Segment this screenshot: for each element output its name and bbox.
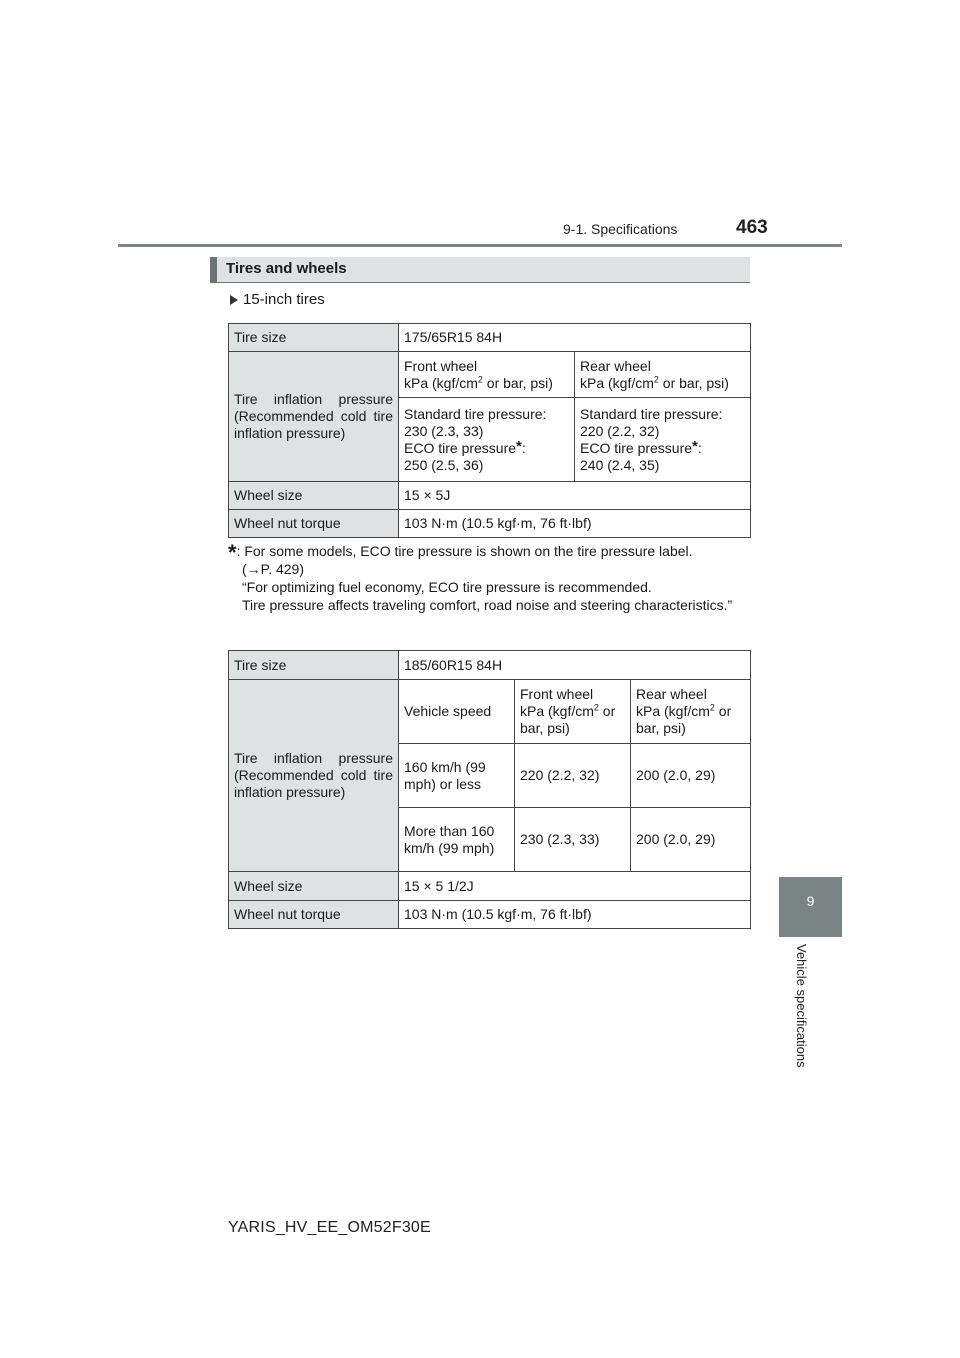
standard-pressure-label: Standard tire pressure: [404,405,547,422]
wheel-size-label: Wheel size [229,872,399,901]
wheel-size-value: 15 × 5J [399,482,751,510]
tire-spec-table-185 [228,650,751,929]
footnote-line: Tire pressure affects traveling comfort, road noise and steering characteristics.” [242,597,733,613]
speed-cell: More than 160 km/h (99 mph) [399,808,515,872]
eco-pressure-value: 250 (2.5, 36) [404,456,484,473]
eco-pressure-label: ECO tire pressure [404,439,517,456]
table-row [229,872,751,901]
front-pressure-cell: 220 (2.2, 32) [515,744,631,808]
rear-wheel-header [631,680,751,744]
front-wheel-header [515,680,631,744]
tire-size-label: Tire size [229,324,399,352]
rear-wheel-header [575,352,751,398]
front-wheel-unit: kPa (kgf/cm [520,703,594,719]
eco-pressure-value: 240 (2.4, 35) [580,456,660,473]
rear-wheel-unit-rest: or bar, psi) [636,703,732,736]
triangle-bullet-icon [230,295,238,305]
front-wheel-unit: kPa (kgf/cm [404,374,478,391]
footnote-mark: * [228,540,237,565]
table-row [229,651,751,680]
section-title: Tires and wheels [226,260,347,277]
colon: : [521,439,526,456]
inflation-pressure-label: Tire inflation pressure (Recommended cold tire inflation pressure) [229,680,399,872]
footnote-line: “For optimizing fuel economy, ECO tire pressure is recommended. [242,579,652,595]
table-row [229,324,751,352]
header-divider [118,244,842,247]
rear-wheel-title: Rear wheel [580,357,651,374]
front-wheel-header [399,352,575,398]
wheel-nut-torque-value: 103 N·m (10.5 kgf·m, 76 ft·lbf) [399,510,751,538]
table-row [229,482,751,510]
rear-wheel-title: Rear wheel [636,686,707,702]
superscript: 2 [653,373,659,384]
tire-size-value: 175/65R15 84H [399,324,751,352]
document-code: YARIS_HV_EE_OM52F30E [228,1219,431,1236]
superscript: 2 [593,702,599,713]
footnote-mark: * [692,437,698,455]
rear-wheel-unit: kPa (kgf/cm [580,374,654,391]
section-heading [210,257,750,283]
table-row [229,901,751,929]
vehicle-speed-header: Vehicle speed [399,680,515,744]
wheel-nut-torque-label: Wheel nut torque [229,901,399,929]
tire-spec-table-175 [228,323,751,538]
front-pressure-cell: 230 (2.3, 33) [515,808,631,872]
footnote-mark: * [516,437,522,455]
footnote-line: : For some models, ECO tire pressure is shown on the tire pressure label. [236,543,693,559]
page-number: 463 [736,217,768,238]
inflation-pressure-label: Tire inflation pressure (Recommended cold tire inflation pressure) [229,352,399,482]
eco-pressure-label: ECO tire pressure [580,439,693,456]
wheel-size-value: 15 × 5 1/2J [399,872,751,901]
table-row [229,510,751,538]
superscript: 2 [709,702,715,713]
superscript: 2 [477,373,483,384]
rear-pressure-cell: 200 (2.0, 29) [631,744,751,808]
standard-pressure-value: 230 (2.3, 33) [404,422,484,439]
front-pressure-cell [399,398,575,482]
front-wheel-unit-rest: or bar, psi) [520,703,616,736]
footnote-page-ref: (→P. 429) [242,561,304,577]
front-wheel-title: Front wheel [404,357,478,374]
standard-pressure-value: 220 (2.2, 32) [580,422,660,439]
header-section-title: 9-1. Specifications [563,221,678,237]
speed-cell: 160 km/h (99 mph) or less [399,744,515,808]
front-wheel-title: Front wheel [520,686,594,702]
table-row [229,680,751,744]
rear-wheel-unit: kPa (kgf/cm [636,703,710,719]
rear-pressure-cell [575,398,751,482]
rear-pressure-cell: 200 (2.0, 29) [631,808,751,872]
front-wheel-unit-rest: or bar, psi) [482,374,553,391]
section-heading-accent [210,257,217,282]
footnote [228,540,752,614]
colon: : [697,439,702,456]
rear-wheel-unit-rest: or bar, psi) [658,374,729,391]
tire-size-value: 185/60R15 84H [399,651,751,680]
standard-pressure-label: Standard tire pressure: [580,405,723,422]
subsection-title: 15-inch tires [243,291,325,308]
tire-size-label: Tire size [229,651,399,680]
chapter-tab [779,877,842,937]
wheel-size-label: Wheel size [229,482,399,510]
wheel-nut-torque-label: Wheel nut torque [229,510,399,538]
table-row [229,352,751,398]
chapter-number: 9 [806,893,815,909]
wheel-nut-torque-value: 103 N·m (10.5 kgf·m, 76 ft·lbf) [399,901,751,929]
chapter-label: Vehicle specifications [794,944,809,1068]
